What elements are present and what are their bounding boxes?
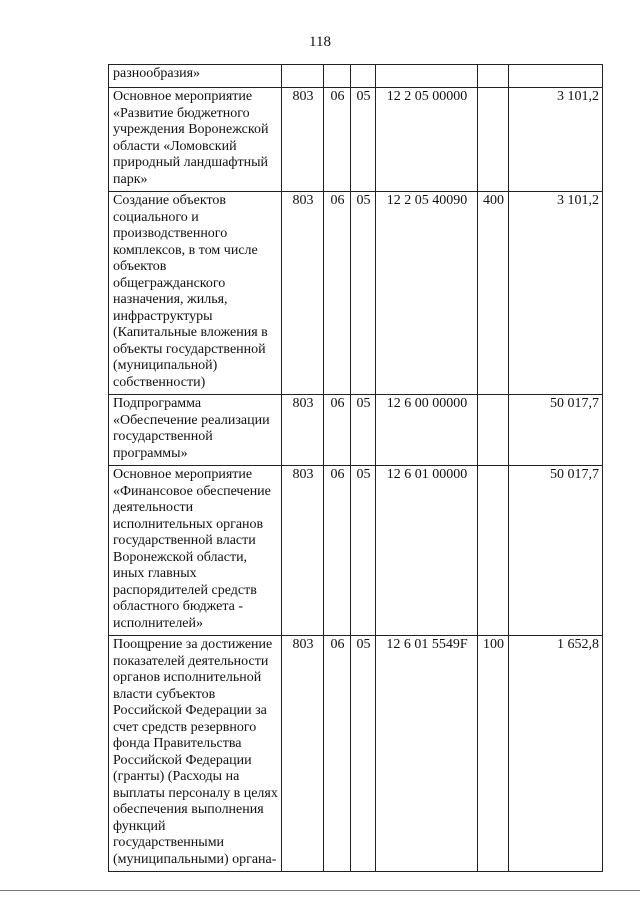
section-code-cell: 06: [324, 88, 351, 192]
expense-type-cell: 100: [478, 636, 509, 872]
target-article-cell: 12 2 05 40090: [376, 192, 478, 395]
target-article-cell: 12 2 05 00000: [376, 88, 478, 192]
section-code-cell: 06: [324, 466, 351, 636]
target-article-cell: 12 6 01 5549F: [376, 636, 478, 872]
page-bottom-divider: [0, 890, 640, 891]
ministry-code-cell: 803: [282, 636, 324, 872]
row-name-cell: Основное мероприятие «Финансовое обеспечение деятельности исполнительных органов государственной власти Воронежской области, иных главных распорядителей средств областного бюджета - исполнителей»: [109, 466, 282, 636]
target-article-cell: 12 6 00 00000: [376, 395, 478, 466]
row-name-cell: Создание объектов социального и производственного комплексов, в том числе объектов общегражданского назначения, жилья, инфраструктуры (Капитальные вложения в объекты государственной (муниципальной) собственности): [109, 192, 282, 395]
amount-cell: 50 017,7: [509, 466, 603, 636]
ministry-code-cell: [282, 65, 324, 88]
row-name-cell: разнообразия»: [109, 65, 282, 88]
subsection-code-cell: [351, 65, 376, 88]
table-row: [109, 192, 603, 395]
subsection-code-cell: 05: [351, 88, 376, 192]
ministry-code-cell: 803: [282, 192, 324, 395]
section-code-cell: 06: [324, 192, 351, 395]
table-row: [109, 65, 603, 88]
subsection-code-cell: 05: [351, 395, 376, 466]
row-name-cell: Основное мероприятие «Развитие бюджетного учреждения Воронежской области «Ломовский природный ландшафтный парк»: [109, 88, 282, 192]
expense-type-cell: 400: [478, 192, 509, 395]
subsection-code-cell: 05: [351, 192, 376, 395]
section-code-cell: [324, 65, 351, 88]
subsection-code-cell: 05: [351, 636, 376, 872]
row-name-cell: Поощрение за достижение показателей деятельности органов исполнительной власти субъектов Российской Федерации за счет средств резервного фонда Правительства Российской Федерации (гранты) (Расходы на выплаты персоналу в целях обеспечения выполнения функций государственными (муниципальными) органа-: [109, 636, 282, 872]
amount-cell: 3 101,2: [509, 88, 603, 192]
amount-cell: 1 652,8: [509, 636, 603, 872]
expense-type-cell: [478, 65, 509, 88]
budget-table: [108, 64, 603, 872]
amount-cell: 3 101,2: [509, 192, 603, 395]
page-number: 118: [309, 34, 331, 50]
table-row: [109, 636, 603, 872]
target-article-cell: 12 6 01 00000: [376, 466, 478, 636]
row-name-cell: Подпрограмма «Обеспечение реализации государственной программы»: [109, 395, 282, 466]
amount-cell: [509, 65, 603, 88]
amount-cell: 50 017,7: [509, 395, 603, 466]
expense-type-cell: [478, 395, 509, 466]
table-row: [109, 395, 603, 466]
table-row: [109, 88, 603, 192]
section-code-cell: 06: [324, 395, 351, 466]
subsection-code-cell: 05: [351, 466, 376, 636]
table-row: [109, 466, 603, 636]
section-code-cell: 06: [324, 636, 351, 872]
ministry-code-cell: 803: [282, 466, 324, 636]
ministry-code-cell: 803: [282, 88, 324, 192]
expense-type-cell: [478, 466, 509, 636]
expense-type-cell: [478, 88, 509, 192]
target-article-cell: [376, 65, 478, 88]
ministry-code-cell: 803: [282, 395, 324, 466]
